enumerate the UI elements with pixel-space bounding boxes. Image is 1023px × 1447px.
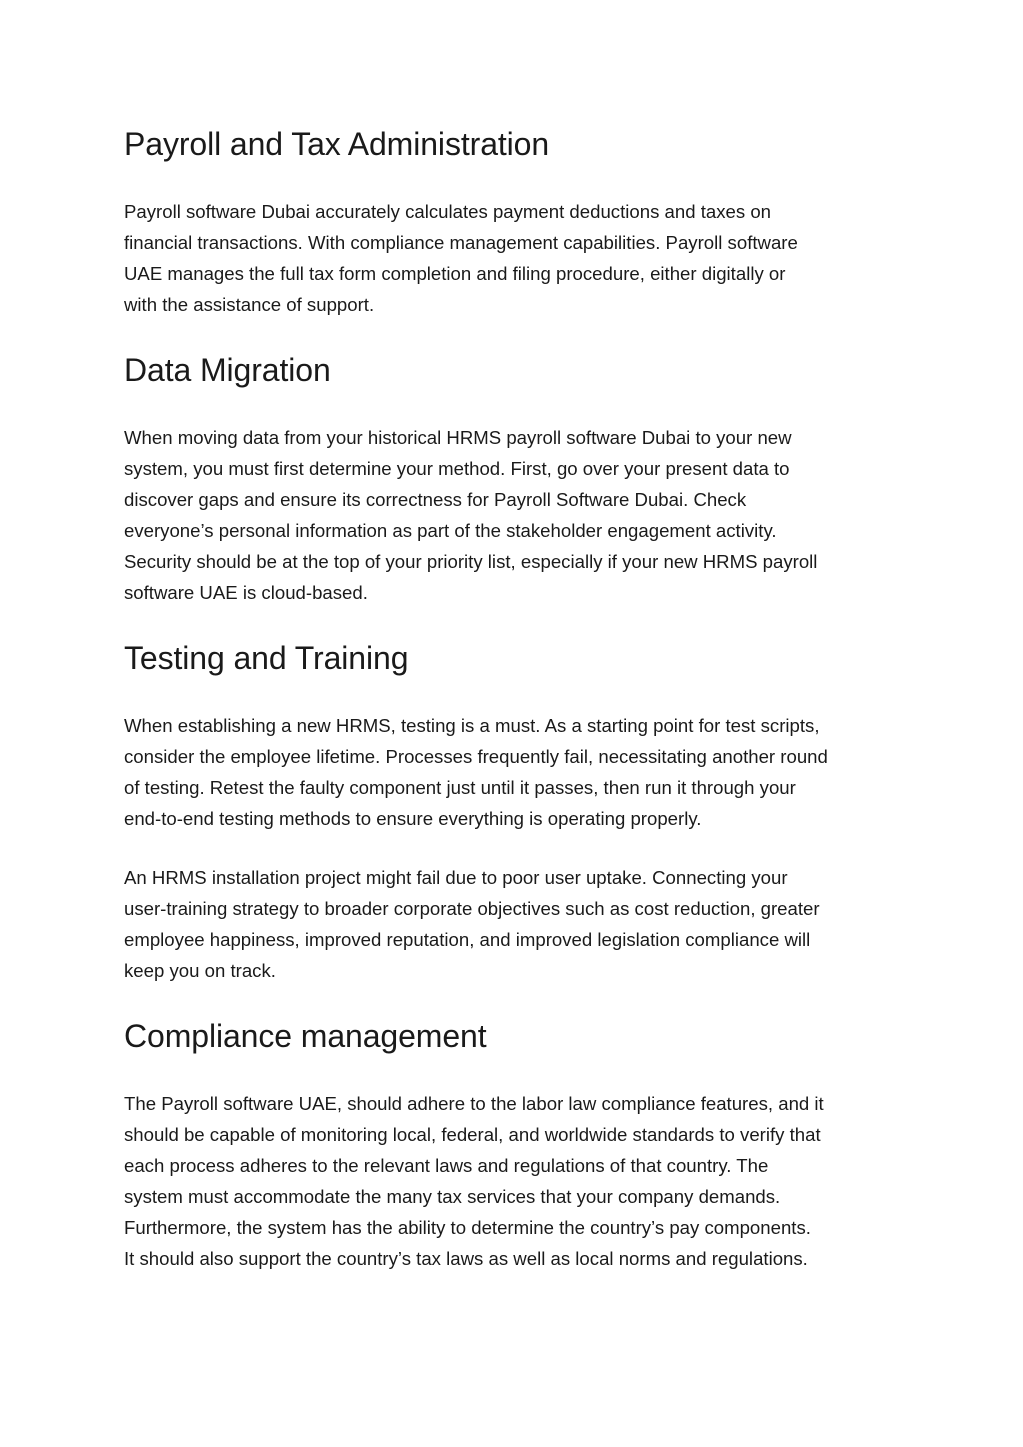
section-payroll-tax	[124, 122, 914, 320]
paragraph-line: with the assistance of support.	[124, 294, 375, 315]
paragraph	[124, 196, 914, 320]
paragraph-line: It should also support the country’s tax laws as well as local norms and regulations.	[124, 1248, 808, 1269]
paragraph-line: employee happiness, improved reputation, and improved legislation compliance will	[124, 929, 811, 950]
paragraph-line: system, you must first determine your method. First, go over your present data to	[124, 458, 790, 479]
section-heading: Testing and Training	[124, 640, 409, 676]
paragraph-line: consider the employee lifetime. Processes frequently fail, necessitating another round	[124, 746, 828, 767]
paragraph-line: Payroll software Dubai accurately calculates payment deductions and taxes on	[124, 201, 772, 222]
section-compliance-management	[124, 1014, 914, 1274]
paragraph-line: user-training strategy to broader corporate objectives such as cost reduction, greater	[124, 898, 820, 919]
paragraph-line: keep you on track.	[124, 960, 276, 981]
paragraph-line: When establishing a new HRMS, testing is a must. As a starting point for test scripts,	[124, 715, 820, 736]
document-page	[124, 122, 914, 1302]
section-heading: Payroll and Tax Administration	[124, 126, 550, 162]
paragraph	[124, 710, 914, 834]
section-data-migration	[124, 348, 914, 608]
section-heading: Data Migration	[124, 352, 331, 388]
paragraph-line: UAE manages the full tax form completion and filing procedure, either digitally or	[124, 263, 786, 284]
paragraph-line: everyone’s personal information as part of the stakeholder engagement activity.	[124, 520, 777, 541]
section-testing-training	[124, 636, 914, 986]
paragraph-line: An HRMS installation project might fail due to poor user uptake. Connecting your	[124, 867, 788, 888]
paragraph-line: system must accommodate the many tax services that your company demands.	[124, 1186, 781, 1207]
paragraph-line: The Payroll software UAE, should adhere to the labor law compliance features, and it	[124, 1093, 824, 1114]
paragraph-line: software UAE is cloud-based.	[124, 582, 368, 603]
paragraph	[124, 862, 914, 986]
paragraph-line: When moving data from your historical HRMS payroll software Dubai to your new	[124, 427, 792, 448]
section-heading: Compliance management	[124, 1018, 487, 1054]
paragraph-line: each process adheres to the relevant laws and regulations of that country. The	[124, 1155, 769, 1176]
paragraph-line: of testing. Retest the faulty component just until it passes, then run it through your	[124, 777, 796, 798]
paragraph-line: end-to-end testing methods to ensure everything is operating properly.	[124, 808, 702, 829]
paragraph-line: discover gaps and ensure its correctness for Payroll Software Dubai. Check	[124, 489, 747, 510]
paragraph-line: Security should be at the top of your priority list, especially if your new HRMS payroll	[124, 551, 818, 572]
paragraph	[124, 1088, 914, 1274]
paragraph	[124, 422, 914, 608]
paragraph-line: should be capable of monitoring local, federal, and worldwide standards to verify that	[124, 1124, 821, 1145]
paragraph-line: Furthermore, the system has the ability to determine the country’s pay components.	[124, 1217, 811, 1238]
paragraph-line: financial transactions. With compliance management capabilities. Payroll software	[124, 232, 798, 253]
